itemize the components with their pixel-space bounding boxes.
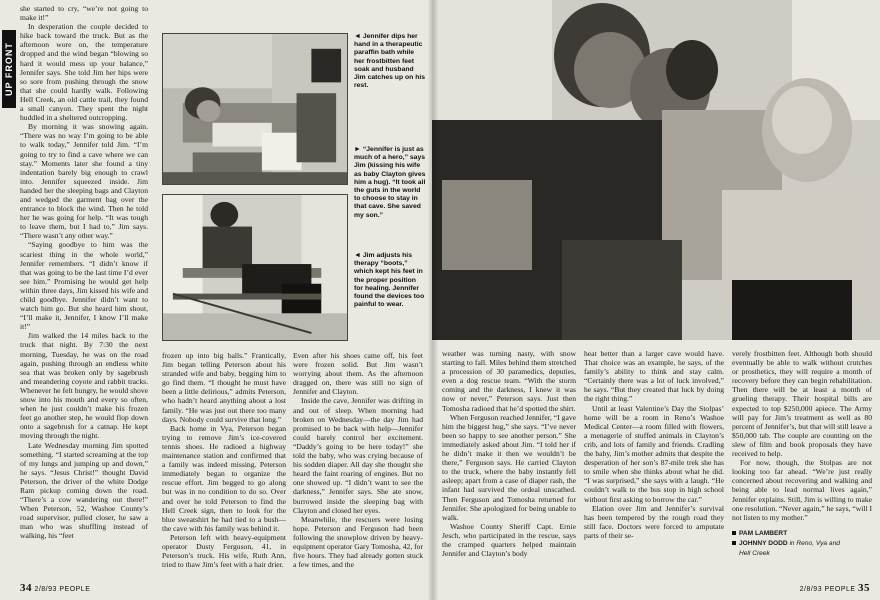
folio-label-left: 2/8/93 PEOPLE [34, 586, 91, 593]
article-paragraph: Back home in Vya, Peterson began trying to remove Jim’s ice-covered tennis shoes. He radioed a highway maintenance station and confirmed that a family was indeed missing. Peterson immediately began to organize the rescue effort. Jim begged to go along but was in no condition to do so. Over and over he told Peterson to find the Hell Creek sign, then to look for the blue sweatshirt he had tied to a bush—the cave with his family was behind it. [162, 423, 286, 533]
article-paragraph: Peterson left with heavy-equipment operator Dusty Ferguson, 41, in Peterson’s truck. His wife, Ruth Ann, tried to thaw Jim’s feet with a hair drier. [162, 532, 286, 569]
byline-square-icon [732, 541, 736, 545]
photo-paraffin-bath [162, 33, 348, 185]
article-paragraph: Even after his shoes came off, his feet were frozen solid. But Jim wasn’t worrying about them. As the afternoon dragged on, there was still no sign of Jennifer and Clayton. [293, 351, 423, 397]
right-column-3 [732, 349, 872, 529]
left-column-1 [20, 4, 148, 564]
right-column-2 [584, 349, 724, 569]
spine-gutter [428, 0, 438, 600]
article-paragraph: Inside the cave, Jennifer was drifting in and out of sleep. When morning had broken on Wednesday—the day Jim had promised to be back with help—Jennifer could barely control her excitement. “Daddy’s going to be here today!” she told the baby, who was crying because of his sodden diaper. All day she thought she heard the faint roaring of engines. But no one showed up. “I didn’t want to see the darkness,” Jennifer says. She ate snow, burrowed inside the sleeping bag with Clayton and closed her eyes. [293, 396, 423, 515]
byline-location: in Reno, Vya and [789, 540, 840, 547]
right-page [432, 0, 880, 600]
article-paragraph: Washoe County Sheriff Capt. Ernie Jesch, who participated in the rescue, says the cramped quarters helped maintain Jennifer and Clayton’s body [442, 521, 576, 559]
byline-square-icon [732, 531, 736, 535]
article-paragraph: she started to cry, “we’re not going to make it!” [20, 4, 148, 23]
byline-location-2: Hell Creek [739, 550, 770, 557]
article-paragraph: Late Wednesday morning Jim spotted something. “I started screaming at the top of my lungs and jumping up and down,” he says. “Jesus Christ!” thought David Peterson, the driver of the white Dodge Ram pickup coming down the road. “There’s a cow wandering out there!” When Peterson, 52, Washoe County’s road supervisor, pulled closer, he saw a man who was shuffling instead of walking, his “feet [20, 440, 148, 541]
right-column-1 [442, 349, 576, 569]
article-paragraph: When Ferguson reached Jennifer, “I gave him the biggest hug,” she says. “I’ve never been so happy to see another person.” She immediately asked about Jim. “I told her if he didn’t make it then we wouldn’t be there,” Ferguson says. He carried Clayton to the truck, where the baby instantly fell asleep; apart from a case of diaper rash, the infant had survived the ordeal unscathed. Then Ferguson and Tomosha returned for Jennifer. She apologized for being unable to walk. [442, 412, 576, 522]
page-number-right: 35 [858, 582, 870, 594]
left-column-2 [162, 351, 286, 569]
article-paragraph: heat better than a larger cave would have. That choice was an example, he says, of the family’s ability to think and stay calm. “Certainly there was a lot of luck involved,” he says. “But they created that luck by doing the right thing.” [584, 349, 724, 404]
photo-therapy-boots [162, 194, 348, 341]
byline-name-1: PAM LAMBERT [739, 530, 788, 537]
caption-paraffin: ◄ Jennifer dips her hand in a therapeutic paraffin bath while her frostbitten feet soak and husband Jim catches up on his rest. [354, 33, 426, 90]
caption-kiss: ► “Jennifer is just as much of a hero,” says Jim (kissing his wife as baby Clayton gives him a hug). “It took all the guts in the world to choose to stay in that cave. She saved my son.” [354, 146, 426, 219]
article-paragraph: By morning it was snowing again. “There was no way I’m going to be able to walk today,” Jennifer told Jim. “I’m going to try to find a cave where we can stay.” Moments later she found a tiny indentation barely big enough to crawl into. Jennifer squeezed inside. Jim handed her the sleeping bags and Clayton and wedged the garment bag over the entrance to block the wind. Then he told her he was going for help. “It was tough to leave them, but I had to,” Jim says. “There wasn’t any other way.” [20, 122, 148, 241]
article-paragraph: In desperation the couple decided to hike back toward the truck. But as the afternoon wore on, the temperature dropped and the wind began “blowing so hard it would mess up your balance,” Jennifer says. She told Jim her hips were so sore from pushing through the snow that she could hardly walk. Following Hell Creek, an old cattle trail, they found a small canyon. They spent the night huddled in a sheltered outcropping. [20, 22, 148, 123]
article-paragraph: Until at least Valentine’s Day the Stolpas’ home will be a room in Reno’s Washoe Medical Center—a room filled with flowers, a menagerie of stuffed animals in Clayton’s crib, and lots of family and friends. Cradling the baby, Jim’s mother admits that despite the desperation of her son’s 87-mile trek she has to smile when she thinks about what he did. “I was surprised,” she says with a laugh. “He couldn’t walk to the bus stop in high school without first asking to borrow the car.” [584, 403, 724, 504]
article-paragraph: Meanwhile, the rescuers were losing hope. Peterson and Ferguson had been following the snowplow driven by heavy-equipment operator Gary Tomosha, 42, for five hours. They had already gotten stuck a few times, and the [293, 514, 423, 569]
page-number-left: 34 [20, 582, 32, 594]
article-paragraph: “Saying goodbye to him was the scariest thing in the whole world,” Jennifer remembers. “I didn’t know if that was going to be the last time I’d ever see him.” Promising he would get help within three days, Jim kissed his wife and child goodbye. Jennifer didn’t want to watch him go. But she heard him shout, “I’ll make it, Jennifer, I know I’ll make it!” [20, 240, 148, 332]
caption-arrow-icon: ◄ [354, 33, 363, 40]
folio-left [20, 582, 90, 594]
caption-arrow-icon: ► [354, 146, 363, 153]
left-column-3 [293, 351, 423, 569]
photo-family-kiss [432, 0, 880, 340]
article-paragraph: weather was turning nasty, with snow starting to fall. Miles behind them stretched a procession of 30 paramedics, deputies, even a dog rescue team. “With the storm coming and the darkness, I knew it was now or never,” Peterson says. Just then Tomosha radioed that he’d spotted the shirt. [442, 349, 576, 413]
article-paragraph: Jim walked the 14 miles back to the truck that night. By 7:30 the next morning, Tuesday, he was on the road again, pushing through an endless white sea that was broken only by sagebrush and meandering coyote and rabbit tracks. Whenever he felt hungry, he would shove snow into his mouth and every so often, when he just couldn’t make his frozen feet go another step, he would flop down onto a sagebrush for a catnap. He kept moving through the night. [20, 331, 148, 441]
article-paragraph: Elation over Jim and Jennifer’s survival has been tempered by the rough road they still face. Doctors were forced to amputate parts of their se- [584, 503, 724, 540]
article-paragraph: For now, though, the Stolpas are not looking too far ahead. “We’re just really concerned about recovering and walking and being able to lead normal lives again,” Jennifer explains. Still, Jim is willing to make one resolution. “Never again,” he says, “will I not listen to my mother.” [732, 458, 872, 522]
folio-label-right: 2/8/93 PEOPLE [799, 586, 856, 593]
byline-name-2: JOHNNY DODD [739, 540, 788, 547]
caption-boots: ◄ Jim adjusts his therapy “boots,” which kept his feet in the proper position for healing. Jennifer found the devices too painful to wear. [354, 252, 425, 309]
caption-arrow-icon: ◄ [354, 252, 363, 259]
folio-right [800, 582, 870, 594]
section-tab: UP FRONT [2, 30, 16, 108]
article-paragraph: verely frostbitten feet. Although both should eventually be able to walk without crutches or prosthetics, they will require a month of recovery before they can begin rehabilitation. Then there will be at least a month of grueling therapy. Their hospital bills are expected to top $250,000 apiece. The Army will pay for Jim’s treatment as well as 80 percent of Jennifer’s, but that will still leave a $50,000 tab. The couple are counting on the slew of film and book proposals they have received to help. [732, 349, 872, 459]
byline [732, 528, 872, 558]
article-paragraph: frozen up into big balls.” Frantically, Jim began telling Peterson about his stranded wife and baby, begging him to go find them. “I thought he must have been a little delirious,” admits Peterson, who hadn’t heard anything about a lost family. “He was just out there too many days. Nobody could survive that long.” [162, 351, 286, 424]
